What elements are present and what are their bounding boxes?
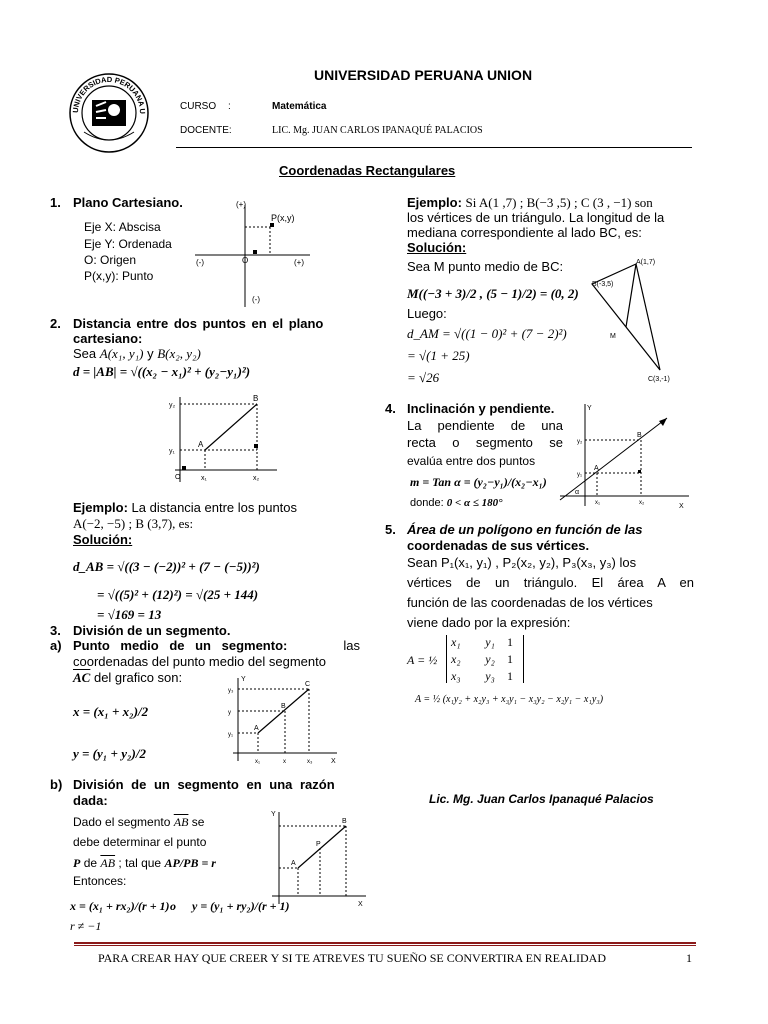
graph-label: y₂ [577, 439, 583, 445]
curso-value: Matemática [272, 101, 327, 112]
division-condition: r ≠ −1 [70, 919, 102, 933]
graph-label: B [342, 818, 347, 825]
graph-label: y₂ [169, 402, 176, 409]
s3b-de: de [83, 856, 98, 870]
footer-motto: PARA CREAR HAY QUE CREER Y SI TE ATREVES TU SUEÑO SE CONVERTIRA EN REALIDAD [98, 951, 606, 965]
graph-label: Y [271, 811, 276, 818]
graph-label: (+) [236, 200, 246, 209]
distance-am-2: = √(1 + 25) [407, 348, 470, 363]
s3a-text3-line [73, 670, 182, 686]
slope-graph [555, 400, 695, 512]
page-number: 1 [686, 951, 692, 965]
graph-label: x₁ [201, 475, 207, 482]
y-text: y [147, 346, 154, 361]
right-solution-label: Solución: [407, 240, 467, 255]
slope-formula: m = Tan α = (y₂−y₁)/(x₂−x₁) [410, 475, 547, 489]
s1-item: O: Origen [84, 253, 137, 267]
signature: Lic. Mg. Juan Carlos Ipanaqué Palacios [429, 792, 654, 806]
seal-text: UNIVERSIDAD PERUANA U [70, 74, 148, 115]
s5-text: función de las coordenadas de los vértices [407, 595, 653, 610]
graph-label: B [637, 432, 642, 439]
graph-label: C(3,-1) [648, 376, 670, 383]
s4-donde-line [410, 497, 503, 509]
s2-title: Distancia entre dos puntos en el plano [73, 316, 324, 331]
s3b-tal: ; tal que [118, 856, 162, 870]
s2-title: cartesiano: [73, 331, 143, 346]
graph-label: x₂ [639, 500, 645, 506]
segment-ab: $\overline{AB}$ [173, 815, 189, 829]
graph-label: M [610, 333, 616, 340]
graph-label: B [253, 394, 259, 403]
matrix-cell: y₂ [485, 652, 495, 666]
s3b-entonces: Entonces: [73, 874, 127, 888]
graph-label: y [228, 710, 231, 716]
graph-label: (+) [294, 258, 304, 267]
graph-label: Y [587, 405, 592, 412]
example-text: La distancia entre los puntos [131, 500, 298, 515]
matrix-cell: 1 [507, 652, 513, 666]
right-example-label: Ejemplo: [407, 195, 462, 210]
graph-label: x [283, 759, 286, 765]
graph-label: C [305, 681, 311, 688]
s3-number: 3. [50, 623, 61, 638]
example-label: Ejemplo: [73, 500, 128, 515]
point-b: B(x₂, y₂) [157, 346, 201, 361]
point-a: A(x₁, y₁) [99, 346, 144, 361]
graph-label: y₁ [577, 472, 583, 478]
s3b-text2: debe determinar el punto [73, 835, 207, 849]
graph-label: A [594, 465, 599, 472]
s5-title: Área de un polígono en función de las [407, 522, 643, 537]
s3a-text3: del grafico son: [93, 670, 183, 685]
s4-title: Inclinación y pendiente. [407, 401, 555, 416]
s2-step3: = √169 = 13 [97, 607, 162, 622]
docente-label: DOCENTE: [180, 125, 232, 136]
s4-text: evalúa entre dos puntos [407, 454, 536, 468]
s3b-title: División de un segmento en una razón [73, 777, 335, 792]
area-equation-lhs: A = ½ [407, 653, 438, 667]
s3b-text: Dado el segmento [73, 815, 171, 829]
s3-title: División de un segmento. [73, 623, 231, 638]
university-name: UNIVERSIDAD PERUANA UNION [314, 67, 533, 83]
s4-donde: donde: [410, 497, 444, 509]
graph-label: B [281, 703, 286, 710]
graph-label: X [358, 901, 363, 908]
s3a-label: a) [50, 638, 62, 653]
graph-label: O [242, 256, 249, 265]
docente-value: LIC. Mg. JUAN CARLOS IPANAQUÉ PALACIOS [272, 125, 483, 136]
graph-label: (-) [196, 258, 204, 267]
distance-formula: d = |AB| = √((x₂ − x₁)² + (y₂−y₁)²) [73, 364, 251, 379]
midpoint-x-formula: x = (x₁ + x₂)/2 [73, 704, 149, 719]
graph-label: Y [241, 676, 246, 683]
graph-label: y₁ [228, 732, 234, 738]
university-seal [68, 72, 150, 154]
s5-text: Sean P₁(x₁, y₁) , P₂(x₂, y₂), P₃(x₃, y₃) los [407, 555, 637, 570]
s3a-text: las [343, 638, 360, 653]
header-divider [176, 147, 692, 148]
graph-label: X [331, 758, 336, 765]
s2-example-line [73, 500, 297, 515]
graph-label: P [316, 841, 321, 848]
right-sea-m: Sea M punto medio de BC: [407, 259, 564, 274]
sea-text: Sea [73, 346, 97, 361]
s5-number: 5. [385, 522, 396, 537]
s3a-title-line [73, 638, 360, 653]
s5-title: coordenadas de sus vértices. [407, 538, 590, 553]
graph-label: x₁ [255, 759, 261, 765]
angle-condition: 0 < α ≤ 180° [446, 497, 503, 509]
s3b-text3-line [73, 856, 216, 871]
graph-label: (-) [252, 295, 260, 304]
right-example-text: Si A(1 ,7) ; B(−3 ,5) ; C (3 , −1) son [465, 195, 653, 210]
footer-divider [74, 945, 696, 946]
division-o: o [170, 899, 176, 913]
s2-step1: d_AB = √((3 − (−2))² + (7 − (−5))²) [73, 559, 260, 574]
graph-label: O [175, 474, 181, 481]
s1-item: P(x,y): Punto [84, 269, 154, 283]
s2-step2: = √((5)² + (12)²) = √(25 + 144) [97, 587, 259, 602]
s1-item: Eje Y: Ordenada [84, 237, 172, 251]
distance-am-3: = √26 [407, 370, 440, 385]
page-title: Coordenadas Rectangulares [279, 163, 456, 178]
s1-number: 1. [50, 195, 61, 210]
graph-label: A [291, 860, 296, 867]
s3b-label: b) [50, 777, 63, 792]
curso-colon: : [228, 101, 231, 112]
s1-item: Eje X: Abscisa [84, 220, 161, 234]
graph-label: P(x,y) [271, 213, 295, 223]
s2-sea-line [73, 346, 201, 362]
division-y-formula: y = (y₁ + ry₂)/(r + 1) [192, 899, 290, 913]
s5-text: vértices de un triángulo. El área A en [407, 575, 694, 590]
graph-label: x₂ [253, 475, 260, 482]
matrix-cell: y₃ [485, 669, 495, 683]
matrix-cell: x₂ [451, 652, 461, 666]
matrix-cell: 1 [507, 669, 513, 683]
s3b-text: se [191, 815, 205, 829]
determinant-matrix [446, 635, 524, 683]
s3a-title: Punto medio de un segmento: [73, 638, 288, 653]
s2-example-points: A(−2, −5) ; B (3,7), es: [73, 516, 194, 531]
triangle-graph [572, 252, 692, 384]
ratio-formula: AP/PB = r [164, 856, 216, 870]
segment-ac: $\overline{AC}$ [73, 670, 91, 685]
matrix-cell: 1 [507, 635, 513, 649]
midpoint-m-formula: M((−3 + 3)/2 , (5 − 1)/2) = (0, 2) [407, 286, 579, 301]
s2-solution-label: Solución: [73, 532, 133, 547]
s4-text: La pendiente de una [407, 418, 563, 433]
matrix-cell: y₁ [485, 635, 495, 649]
matrix-cell: x₁ [451, 635, 461, 649]
graph-label: X [679, 503, 684, 510]
graph-label: A [198, 440, 204, 449]
graph-label: A(1,7) [636, 259, 656, 266]
graph-label: y₃ [228, 688, 234, 694]
s4-text: recta o segmento se [407, 435, 563, 450]
point-p: P [73, 856, 81, 870]
midpoint-graph [223, 673, 343, 768]
right-example-text3: mediana correspondiente al lado BC, es: [407, 225, 642, 240]
right-luego: Luego: [407, 306, 447, 321]
graph-label: A [254, 725, 259, 732]
graph-label: B(-3,5) [592, 281, 614, 288]
graph-label: α [575, 489, 580, 496]
distance-graph [165, 392, 285, 487]
graph-label: x₁ [595, 500, 601, 506]
s5-text: viene dado por la expresión: [407, 615, 571, 630]
matrix-cell: x₃ [451, 669, 461, 683]
cartesian-plane-graph [190, 195, 320, 310]
s3a-text2: coordenadas del punto medio del segmento [73, 654, 326, 669]
right-example-text2: los vértices de un triángulo. La longitud de la [407, 210, 665, 225]
curso-label: CURSO [180, 101, 217, 112]
division-x-formula: x = (x₁ + rx₂)/(r + 1) [70, 899, 170, 913]
area-equation-lhs: A = ½ [415, 694, 441, 705]
segment-ab: $\overline{AB}$ [100, 856, 116, 870]
division-graph [262, 808, 370, 910]
s3b-text1-line [73, 815, 204, 830]
s2-number: 2. [50, 316, 61, 331]
midpoint-y-formula: y = (y₁ + y₂)/2 [73, 746, 146, 761]
footer-divider [74, 942, 696, 944]
area-expanded-line [415, 694, 603, 705]
right-example-line1 [407, 195, 653, 211]
graph-label: y₁ [169, 448, 175, 455]
s1-title: Plano Cartesiano. [73, 195, 183, 210]
s4-number: 4. [385, 401, 396, 416]
graph-label: x₃ [307, 759, 313, 765]
s3b-title: dada: [73, 793, 108, 808]
distance-am-1: d_AM = √((1 − 0)² + (7 − 2)²) [407, 326, 567, 341]
area-expanded: (x₁y₂ + x₂y₃ + x₃y₁ − x₃y₂ − x₂y₁ − x₁y₃) [442, 694, 604, 705]
